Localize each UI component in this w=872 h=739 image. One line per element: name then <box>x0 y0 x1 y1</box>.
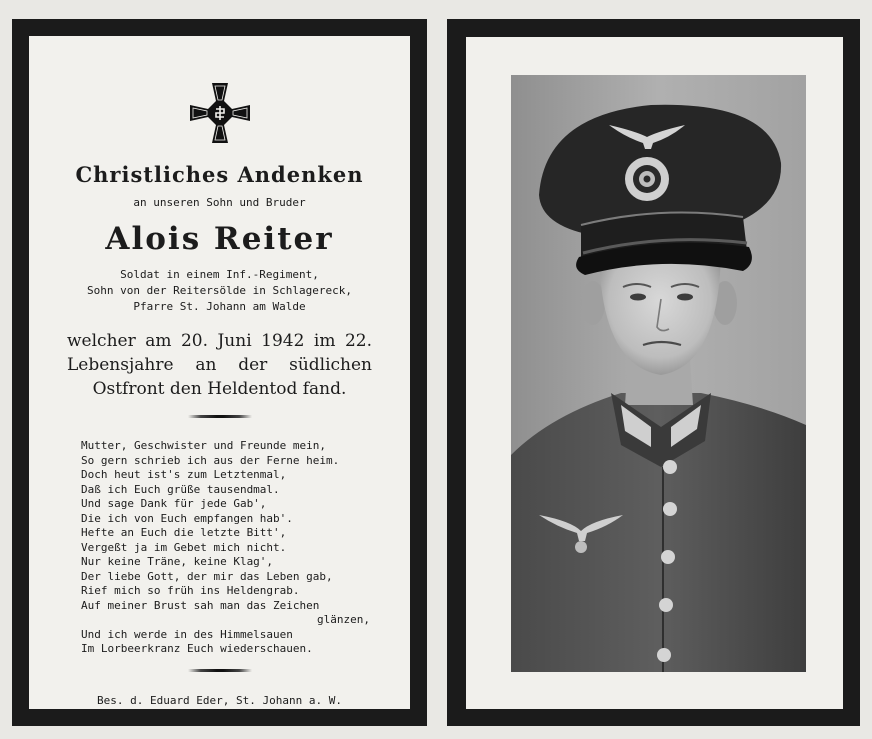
ornamental-divider <box>188 669 252 672</box>
soldier-portrait-photo <box>511 75 806 672</box>
death-statement <box>67 329 372 401</box>
poem-line: Und sage Dank für jede Gab', <box>81 497 267 510</box>
poem-line: Mutter, Geschwister und Freunde mein, <box>81 439 327 452</box>
description-line: Pfarre St. Johann am Walde <box>133 300 306 313</box>
printer-credit: Bes. d. Eduard Eder, St. Johann a. W. <box>96 694 343 707</box>
memorial-card-text-panel <box>12 19 427 726</box>
poem-line: Doch heut ist's zum Letztenmal, <box>81 468 287 481</box>
memorial-poem <box>81 439 370 657</box>
poem-line: Auf meiner Brust sah man das Zeichen <box>81 598 320 612</box>
cross-container <box>29 79 410 147</box>
iron-cross-icon <box>186 79 254 147</box>
card-subtitle: an unseren Sohn und Bruder <box>133 196 306 209</box>
poem-line: Nur keine Träne, keine Klag', <box>81 555 274 568</box>
poem-line: Daß ich Euch grüße tausendmal. <box>81 482 280 496</box>
soldier-portrait <box>511 75 806 672</box>
poem-line: Im Lorbeerkranz Euch wiederschauen. <box>81 642 313 655</box>
poem-line: So gern schrieb ich aus der Ferne heim. <box>81 453 340 467</box>
poem-line: Der liebe Gott, der mir das Leben gab, <box>81 569 333 583</box>
poem-line: glänzen, <box>317 613 370 626</box>
poem-line: Rief mich so früh ins Heldengrab. <box>81 584 300 597</box>
poem-line: Und ich werde in des Himmelsauen <box>81 627 293 641</box>
memorial-card-photo-panel <box>447 19 860 726</box>
description-line: Soldat in einem Inf.-Regiment, <box>120 268 319 281</box>
poem-line: Vergeßt ja im Gebet mich nicht. <box>81 540 287 554</box>
death-line: Lebensjahre an der südlichen <box>67 355 372 375</box>
text-panel-paper <box>29 36 410 709</box>
description-line: Sohn von der Reitersölde in Schlagereck, <box>87 284 352 297</box>
death-line: Ostfront den Heldentod fand. <box>92 379 347 399</box>
poem-line: Hefte an Euch die letzte Bitt', <box>81 526 287 539</box>
card-title: Christliches Andenken <box>75 162 364 187</box>
poem-line: Die ich von Euch empfangen hab'. <box>81 511 293 525</box>
cross-year-text: 1939 <box>232 134 248 141</box>
deceased-description <box>29 267 410 315</box>
photo-panel-paper <box>466 37 843 709</box>
deceased-name: Alois Reiter <box>105 221 334 257</box>
death-line: welcher am 20. Juni 1942 im 22. <box>67 331 372 351</box>
ornamental-divider <box>188 415 252 418</box>
